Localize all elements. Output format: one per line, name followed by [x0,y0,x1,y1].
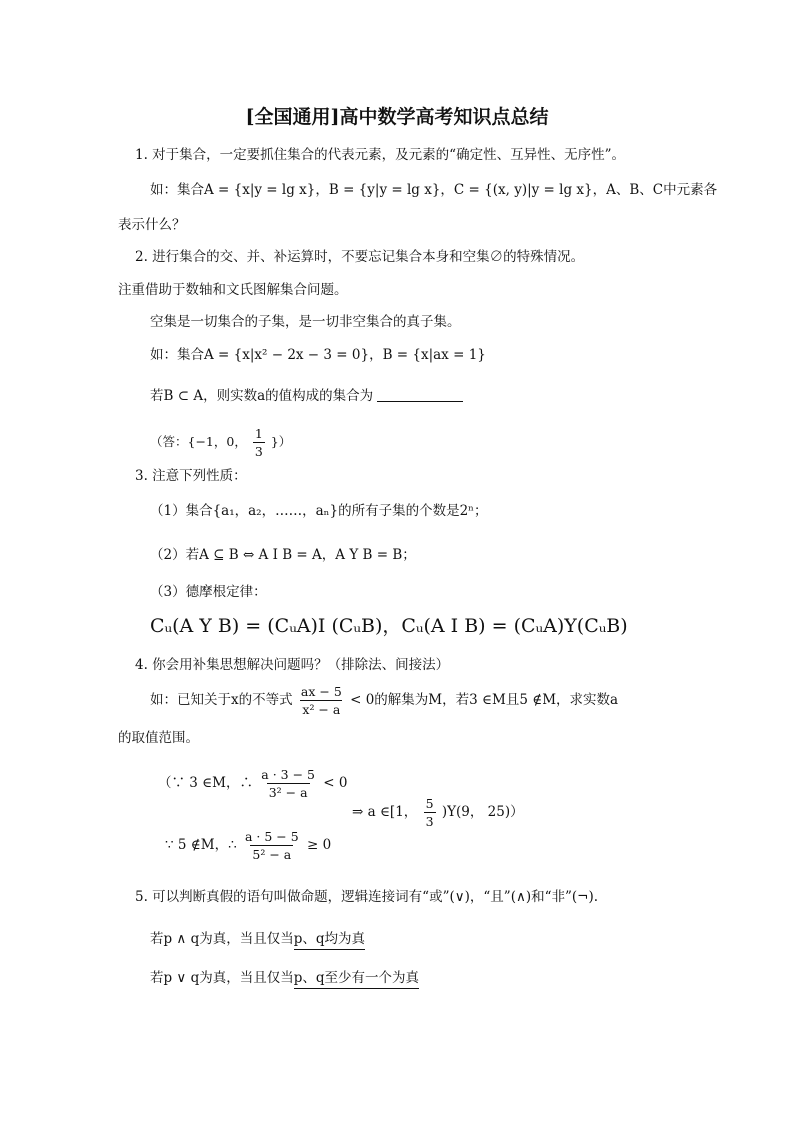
s2-line3: 空集是一切集合的子集，是一切非空集合的真子集。 [150,314,461,330]
sol1-post: < 0 [323,775,348,791]
fraction-numerator: 1 [254,426,263,441]
s3-demorgan: Cᵤ(A Y B) = (CᵤA)I (CᵤB)，Cᵤ(A I B) = (CᵤA)Y(CᵤB) [150,615,628,637]
s2-line2: 注重借助于数轴和文氏图解集合问题。 [118,282,348,298]
answer-blank [377,387,463,402]
sol2-fraction [243,829,301,862]
s5-line3-pre: 若p ∨ q为真，当且仅当 [150,970,294,986]
s1-line3: 表示什么？ [118,217,186,233]
s2-answer [150,426,291,459]
s3-line2: （1）集合{a₁，a₂，……，aₙ}的所有子集的个数是2ⁿ； [150,503,488,519]
fraction-denominator: 3² − a [268,785,308,800]
s4-solution-result [352,795,524,829]
s3-line3: （2）若A ⊆ B ⇔ A I B = A，A Y B = B； [150,547,416,563]
fraction-denominator: 5² − a [252,847,292,862]
result-post: )Y(9， 25)） [441,804,524,820]
sol2-pre: ∵ 5 ∉M，∴ [165,837,237,853]
s5-line2 [150,929,365,949]
s2-line1: 2. 进行集合的交、并、补运算时，不要忘记集合本身和空集∅的特殊情况。 [135,249,585,265]
fraction-denominator: 3 [254,444,263,459]
fraction-numerator: a · 3 − 5 [261,767,315,782]
s4-line3: 的取值范围。 [118,730,199,746]
s4-inequality-fraction [299,684,344,717]
s5-line2-pre: 若p ∧ q为真，当且仅当 [150,931,294,947]
s4-solution-line2 [165,828,331,862]
s2-answer-fraction [253,426,265,459]
sol1-pre: （∵ 3 ∈M，∴ [158,775,253,791]
s3-line1: 3. 注意下列性质： [135,468,247,484]
s1-line2: 如：集合A = {x|y = lg x}，B = {y|y = lg x}，C = {(x, y)|y = lg x}，A、B、C中元素各 [150,182,718,198]
sol1-fraction [259,767,317,800]
result-fraction [424,796,436,829]
fraction-numerator: ax − 5 [300,684,342,699]
page-title: [全国通用]高中数学高考知识点总结 [245,106,549,128]
s5-line2-underlined: p、q均为真 [294,931,365,950]
s2-line4: 如：集合A = {x|x² − 2x − 3 = 0}，B = {x|ax = 1} [150,347,486,363]
s5-line3 [150,968,419,988]
s4-line2-post: < 0的解集为M，若3 ∈M且5 ∉M，求实数a [350,692,619,708]
fraction-numerator: 5 [425,796,434,811]
s4-line1: 4. 你会用补集思想解决问题吗？（排除法、间接法） [135,657,450,673]
fraction-numerator: a · 5 − 5 [244,829,299,844]
s2-answer-post: }） [270,434,292,449]
s5-line1: 5. 可以判断真假的语句叫做命题，逻辑连接词有“或”(∨)，“且”(∧)和“非”(¬). [135,889,599,905]
s2-answer-pre: （答：{−1，0， [150,434,247,449]
s2-line5-text: 若B ⊂ A，则实数a的值构成的集合为 [150,388,374,404]
s3-line4: （3）德摩根定律： [150,584,267,600]
s2-line5 [150,386,463,406]
fraction-denominator: 3 [425,814,434,829]
result-pre: ⇒ a ∈[1， [352,804,418,820]
s4-line2-pre: 如：已知关于x的不等式 [150,692,293,708]
s1-line1: 1. 对于集合，一定要抓住集合的代表元素，及元素的“确定性、互异性、无序性”。 [135,147,625,163]
fraction-denominator: x² − a [302,702,341,717]
sol2-post: ≥ 0 [306,837,332,853]
s4-line2 [150,683,618,717]
s5-line3-underlined: p、q至少有一个为真 [294,970,419,989]
s4-solution-line1 [158,766,348,800]
